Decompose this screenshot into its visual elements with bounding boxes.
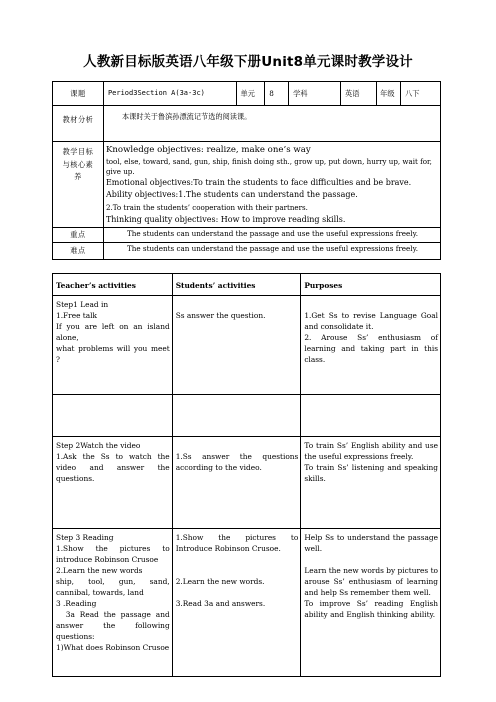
header-teacher: Teacher’s activities: [53, 274, 173, 296]
text-line: 1.Show the pictures to introduce Robinson Crusoe: [56, 544, 170, 564]
text-line: 1.Free talk: [56, 311, 98, 320]
text-line: 3 .Reading: [56, 599, 97, 608]
subject-label: 学科: [289, 82, 341, 106]
step2-purposes: [301, 437, 441, 529]
analysis-text: 本课时关于鲁滨孙漂流记节选的阅读课。: [103, 106, 440, 142]
goals-cell: [103, 142, 440, 228]
text-line: Ss answer the question.: [175, 311, 266, 320]
text-line: 1.Get Ss to revise Language Goal and consolidate it.: [304, 311, 438, 331]
analysis-label: 教材分析: [53, 106, 104, 142]
course-info-table: [52, 81, 441, 260]
empty-cell: [172, 395, 301, 437]
activities-table: [52, 273, 441, 677]
header-students: Students’ activities: [172, 274, 301, 296]
text-line: To improve Ss’ reading English ability and English thinking ability.: [304, 599, 438, 619]
text-line: To train Ss’ listening and speaking skills.: [304, 463, 438, 483]
text-line: Learn the new words by pictures to arouse Ss’ enthusiasm of learning and help Ss remember them well.: [304, 566, 438, 597]
goals-label: 教学目标与核心素养: [53, 142, 104, 228]
goal-line: Knowledge objectives: realize, make one’s way: [105, 145, 311, 155]
text-line: To train Ss’ English ability and use the useful expressions freely.: [304, 441, 438, 461]
header-purposes: Purposes: [301, 274, 441, 296]
empty-cell: [53, 395, 173, 437]
key-label: 重点: [53, 227, 104, 242]
text-line: what problems will you meet ?: [56, 344, 170, 364]
step3-teacher: [53, 529, 173, 677]
text-line: 1.Show the pictures to Introduce Robinson Crusoe.: [175, 533, 299, 553]
goal-line: tool, else, toward, sand, gun, ship, finish doing sth., grow up, put down, hurry up, wait for, give up.: [105, 156, 432, 176]
text-line: 2.Learn the new words: [56, 566, 143, 575]
text-line: 3a Read the passage and answer the following questions:: [56, 610, 173, 641]
text-line: 2.Learn the new words.: [175, 577, 265, 586]
topic-value: Period3Section A(3a-3c): [103, 82, 236, 106]
step3-title: Step 3 Reading: [56, 533, 114, 542]
step2-teacher: [53, 437, 173, 529]
step3-students: [172, 529, 301, 677]
goal-line: Ability objectives:1.The students can understand the passage.: [105, 190, 358, 199]
step2-students: [172, 437, 301, 529]
key-text: The students can understand the passage and use the useful expressions freely.: [103, 227, 440, 242]
text-line: 1.Ss answer the questions according to the video.: [175, 452, 299, 472]
page-title: 人教新目标版英语八年级下册Unit8单元课时教学设计: [83, 54, 413, 70]
difficult-text: The students can understand the passage and use the useful expressions freely.: [103, 242, 440, 259]
subject-value: 英语: [341, 82, 377, 106]
text-line: Help Ss to understand the passage well.: [304, 533, 438, 553]
step1-purposes: [301, 296, 441, 395]
grade-value: 八下: [401, 82, 441, 106]
text-line: 2. Arouse Ss’ enthusiasm of learning and taking part in this class.: [304, 333, 438, 364]
text-line: If you are left on an island alone,: [56, 322, 170, 342]
goal-line: Thinking quality objectives: How to improve reading skills.: [105, 215, 346, 224]
text-line: ship, tool, gun, sand, cannibal, towards, land: [56, 577, 170, 597]
goal-line: Emotional objectives:To train the students to face difficulties and be brave.: [105, 177, 412, 187]
empty-cell: [301, 395, 441, 437]
step1-students: [172, 296, 301, 395]
text-line: 3.Read 3a and answers.: [175, 599, 266, 608]
unit-value: 8: [265, 82, 289, 106]
difficult-label: 难点: [53, 242, 104, 259]
step3-purposes: [301, 529, 441, 677]
step1-teacher: [53, 296, 173, 395]
topic-label: 课题: [53, 82, 104, 106]
grade-label: 年级: [377, 82, 401, 106]
goal-line: 2.To train the students’ cooperation with their partners.: [105, 202, 308, 212]
text-line: 1.Ask the Ss to watch the video and answer the questions.: [56, 452, 170, 483]
unit-label: 单元: [236, 82, 265, 106]
step2-title: Step 2Watch the video: [56, 441, 141, 450]
text-line: 1)What does Robinson Crusoe: [56, 643, 170, 652]
step1-title: Step1 Lead in: [56, 300, 109, 309]
